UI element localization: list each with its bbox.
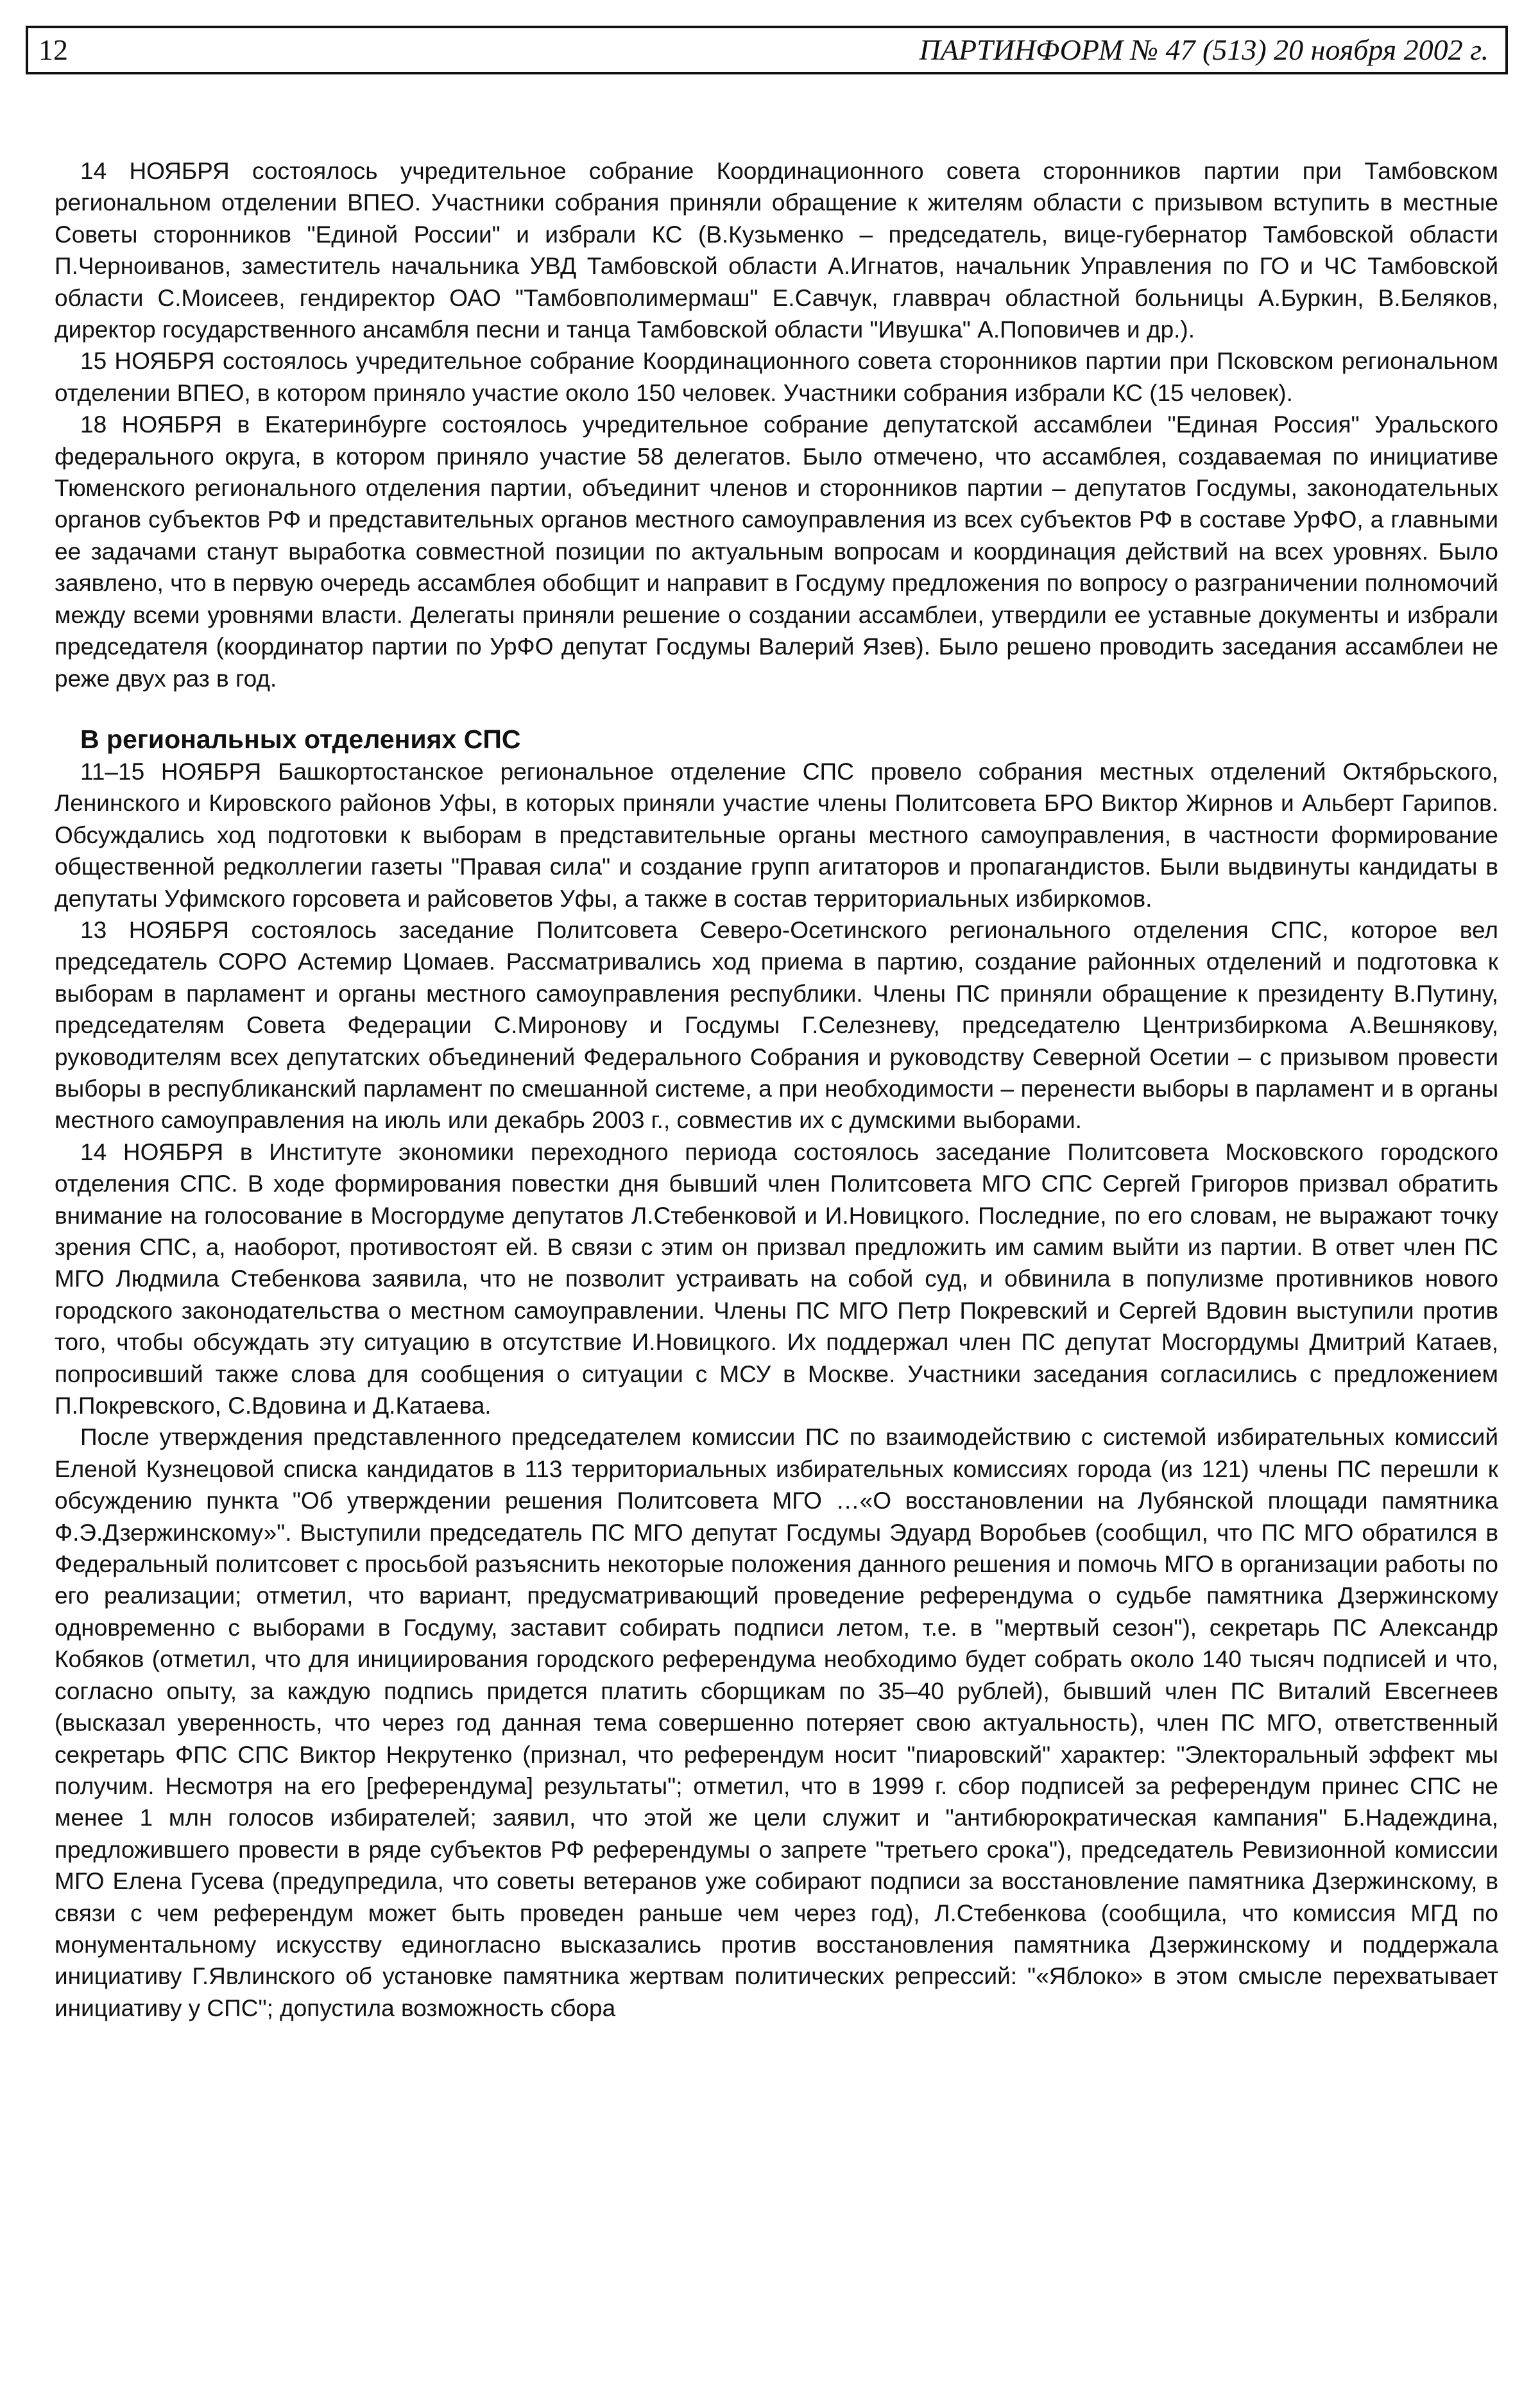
dzerzhinsky-monument-paragraph: После утверждения представленного председателем комиссии ПС по взаимодействию с системой избирательных комиссий Еленой Кузнецовой списка кандидатов в 113 территориальных избирательных комиссиях города (из 121) члены ПС перешли к обсуждению пункта "Об утверждении решения Политсовета МГО …«О восстановлении на Лубянской площади памятника Ф.Э.Дзержинскому»". Выступили председатель ПС МГО депутат Госдумы Эдуард Воробьев (сообщил, что ПС МГО обратился в Федеральный политсовет с просьбой разъяснить некоторые положения данного решения и помочь МГО в организации работы по его реализации; отметил, что вариант, предусматривающий проведение референдума о судьбе памятника Дзержинскому одновременно с выборами в Госдуму, заставит собирать подписи летом, т.е. в "мертвый сезон"), секретарь ПС Александр Кобяков (отметил, что для инициирования городского референдума необходимо будет собрать около 140 тысяч подписей и что, согласно опыту, за каждую подпись придется платить сборщикам по 35–40 рублей), бывший член ПС Виталий Евсегнеев (высказал уверенность, что через год данная тема совершенно потеряет свою актуальность), член ПС МГО, ответственный секретарь ФПС СПС Виктор Некрутенко (признал, что референдум носит "пиаровский" характер: "Электоральный эффект мы получим. Несмотря на его [референдума] результаты"; отметил, что в 1999 г. сбор подписей за референдум принес СПС не менее 1 млн голосов избирателей; заявил, что этой же цели служит и "антибюрократическая кампания" Б.Надеждина, предложившего провести в ряде субъектов РФ референдумы о запрете "третьего срока"), председатель Ревизионной комиссии МГО Елена Гусева (предупредила, что советы ветеранов уже собирают подписи за восстановление памятника Дзержинскому, в связи с чем референдум может быть проведен раньше чем через год), Л.Стебенкова (сообщила, что комиссия МГД по монументальному искусству единогласно высказались против восстановления памятника Дзержинскому и поддержала инициативу Г.Явлинского об установке памятника жертвам политических репрессий: "«Яблоко» в этом смысле перехватывает инициативу у СПС"; допустила возможность сбора <box>55 1424 1498 2021</box>
bashkortostan-paragraph: 11–15 НОЯБРЯ Башкортостанское региональное отделение СПС провело собрания местных отделений Октябрьского, Ленинского и Кировского районов Уфы, в которых приняли участие члены Политсовета БРО Виктор Жирнов и Альберт Гарипов. Обсуждались ход подготовки к выборам в представительные органы местного самоуправления, в частности формирование общественной редколлегии газеты "Правая сила" и создание групп агитаторов и пропагандистов. Были выдвинуты кандидаты в депутаты Уфимского горсовета и райсоветов Уфы, а также в состав территориальных избиркомов. <box>55 758 1498 912</box>
article-body <box>55 155 1498 2024</box>
page-number: 12 <box>38 33 68 66</box>
urals-assembly-paragraph: 18 НОЯБРЯ в Екатеринбурге состоялось учредительное собрание депутатской ассамблеи "Единая Россия" Уральского федерального округа, в котором приняло участие 58 делегатов. Было отмечено, что ассамблея, создаваемая по инициативе Тюменского регионального отделения партии, объединит членов и сторонников партии – депутатов Госдумы, законодательных органов субъектов РФ и представительных органов местного самоуправления из всех субъектов РФ в составе УрФО, а главными ее задачами станут выработка совместной позиции по актуальным вопросам и координация действий на всех уровнях. Было заявлено, что в первую очередь ассамблея обобщит и направит в Госдуму предложения по вопросу о разграничении полномочий между всеми уровнями власти. Делегаты приняли решение о создании ассамблеи, утвердили ее уставные документы и избрали председателя (координатор партии по УрФО депутат Госдумы Валерий Язев). Было решено проводить заседания ассамблеи не реже двух раз в год. <box>55 411 1498 692</box>
tambov-council-paragraph: 14 НОЯБРЯ состоялось учредительное собрание Координационного совета сторонников партии при Тамбовском региональном отделении ВПЕО. Участники собрания приняли обращение к жителям области с призывом вступить в местные Советы сторонников "Единой России" и избрали КС (В.Кузьменко – председатель, вице-губернатор Тамбовской области П.Черноиванов, заместитель начальника УВД Тамбовской области А.Игнатов, начальник Управления по ГО и ЧС Тамбовской области С.Моисеев, гендиректор ОАО "Тамбовполимермаш" Е.Савчук, главврач областной больницы А.Буркин, В.Беляков, директор государственного ансамбля песни и танца Тамбовской области "Ивушка" А.Поповичев и др.). <box>55 158 1498 343</box>
sps-regional-section <box>55 723 1498 2024</box>
party-news-section <box>55 155 1498 694</box>
pskov-council-paragraph: 15 НОЯБРЯ состоялось учредительное собрание Координационного совета сторонников партии при Псковском региональном отделении ВПЕО, в котором приняло участие около 150 человек. Участники собрания избрали КС (15 человек). <box>55 348 1498 406</box>
publication-masthead: ПАРТИНФОРМ № 47 (513) 20 ноября 2002 г. <box>919 33 1489 66</box>
moscow-politsovet-paragraph: 14 НОЯБРЯ в Институте экономики переходного периода состоялось заседание Политсовета Московского городского отделения СПС. В ходе формирования повестки дня бывший член Политсовета МГО СПС Сергей Григоров призвал обратить внимание на голосование в Мосгордуме депутатов Л.Стебенковой и И.Новицкого. Последние, по его словам, не выражают точку зрения СПС, а, наоборот, противостоят ей. В связи с этим он призвал предложить им самим выйти из партии. В ответ член ПС МГО Людмила Стебенкова заявила, что не позволит устраивать на собой суд, и обвинила в популизме противников нового городского законодательства о местном самоуправлении. Члены ПС МГО Петр Покревский и Сергей Вдовин выступили против того, чтобы обсуждать эту ситуацию в отсутствие И.Новицкого. Их поддержал член ПС депутат Мосгордумы Дмитрий Катаев, попросивший также слова для сообщения о ситуации с МСУ в Москве. Участники заседания согласились с предложением П.Покревского, С.Вдовина и Д.Катаева. <box>55 1138 1498 1419</box>
section-heading: В региональных отделениях СПС <box>80 724 521 754</box>
north-ossetia-paragraph: 13 НОЯБРЯ состоялось заседание Политсовета Северо-Осетинского регионального отделения СПС, которое вел председатель СОРО Астемир Цомаев. Рассматривались ход приема в партию, создание районных отделений и подготовка к выборам в парламент и органы местного самоуправления республики. Члены ПС приняли обращение к президенту В.Путину, председателям Совета Федерации С.Миронову и Госдумы Г.Селезневу, председателю Центризбиркома А.Вешнякову, руководителям всех депутатских объединений Федерального Собрания и руководству Северной Осетии – с призывом провести выборы в республиканский парламент по смешанной системе, а при необходимости – перенести выборы в парламент и в органы местного самоуправления на июль или декабрь 2003 г., совместив их с думскими выборами. <box>55 916 1498 1134</box>
running-header <box>26 26 1508 74</box>
